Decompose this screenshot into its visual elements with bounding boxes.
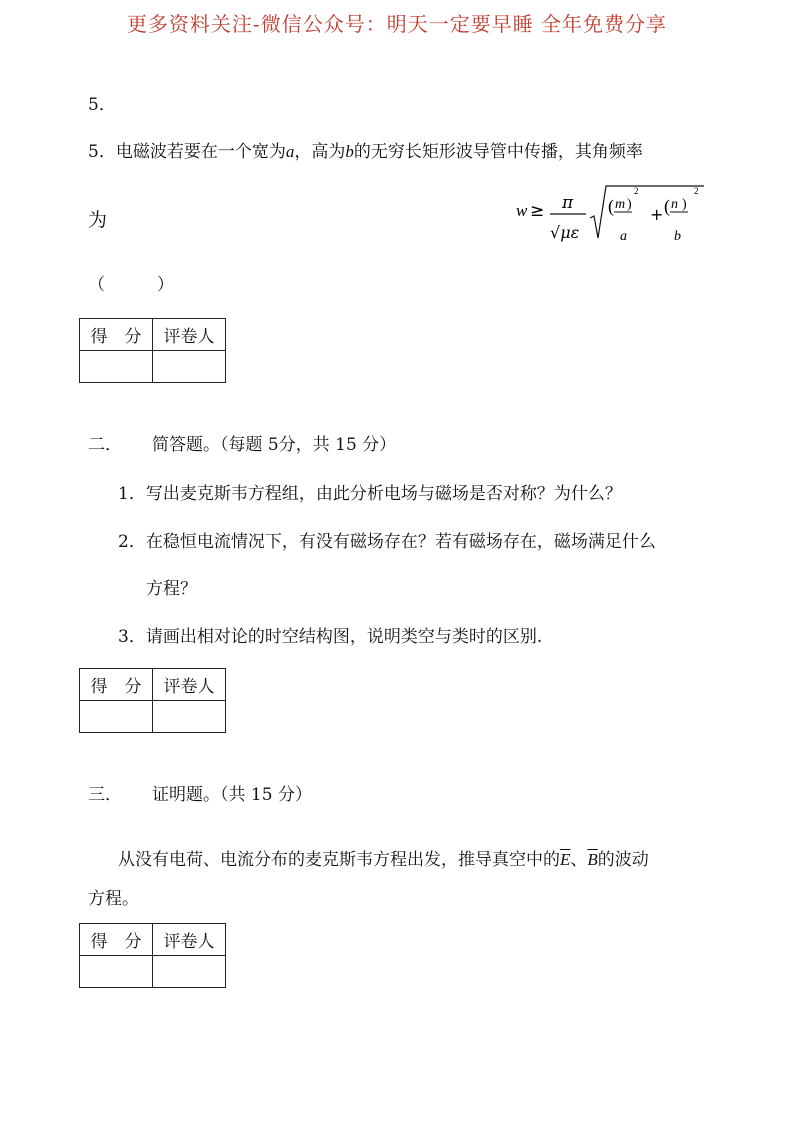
formula-m: m [615,197,626,212]
score-table-2 [79,668,226,733]
question-number-stub: 5． [88,95,116,115]
formula-denominator: √με [550,223,580,242]
answer-blank [88,270,174,295]
formula-n: n [671,197,678,212]
angular-frequency-formula [514,178,714,248]
grader-cell [153,956,226,988]
q5-text-2: ，高为 [294,142,346,162]
section-2-item-1: 1．写出麦克斯韦方程组，由此分析电场与磁场是否对称？为什么？ [118,484,622,504]
section-3-title: 证明题。（共 15 分） [152,785,312,805]
section-2-item-3: 3．请画出相对论的时空结构图，说明类空与类时的区别. [118,627,543,647]
var-b: b [345,142,354,161]
paren-open-1: ( [608,196,614,216]
question-5-line-2: 为 [88,209,108,231]
formula-exp-2: 2 [694,186,699,196]
score-label: 得 分 [80,319,153,351]
section-3-line-2: 方程。 [88,889,139,909]
formula-w: w [516,201,528,220]
formula-exp-1: 2 [634,186,639,196]
answer-paren-open: （ [88,275,105,295]
score-label: 得 分 [80,924,153,956]
score-cell [80,956,153,988]
paren-close-1: ) [627,197,632,212]
answer-paren-close: ） [157,275,174,295]
section-2-number: 二． [88,435,122,455]
section-3-line-1 [118,845,649,870]
section-3-text-2: 的波动 [597,850,649,870]
formula-b: b [674,229,681,244]
grader-cell [153,701,226,733]
score-table-1 [79,318,226,383]
var-E: $\overline{E}$ [560,850,571,869]
section-3-text-1: 从没有电荷、电流分布的麦克斯韦方程出发，推导真空中的 [118,850,560,870]
section-2-item-2-cont: 方程？ [146,579,197,599]
grader-label: 评卷人 [153,924,226,956]
score-cell [80,701,153,733]
formula-geq: ≥ [530,201,545,221]
grader-label: 评卷人 [153,669,226,701]
section-3-number: 三． [88,785,122,805]
score-cell [80,351,153,383]
var-B: $\overline{B}$ [587,850,598,869]
var-a: a [285,142,295,161]
q5-text-1: 5．电磁波若要在一个宽为 [88,142,286,162]
paren-open-2: ( [664,196,670,216]
formula-pi: π [562,193,574,213]
score-table-3 [79,923,226,988]
watermark-banner: 更多资料关注-微信公众号：明天一定要早睡 全年免费分享 [126,12,668,36]
section-2-title: 简答题。（每题 5分，共 15 分） [152,435,397,455]
formula-plus: + [650,205,664,224]
formula-a: a [620,229,627,244]
q5-text-3: 的无穷长矩形波导管中传播，其角频率 [353,142,643,162]
grader-label: 评卷人 [153,319,226,351]
grader-cell [153,351,226,383]
score-label: 得 分 [80,669,153,701]
question-5-line-1 [88,137,643,162]
section-3-sep: 、 [570,850,588,870]
section-2-item-2: 2．在稳恒电流情况下，有没有磁场存在？若有磁场存在，磁场满足什么 [118,532,656,552]
paren-close-2: ) [682,197,687,212]
